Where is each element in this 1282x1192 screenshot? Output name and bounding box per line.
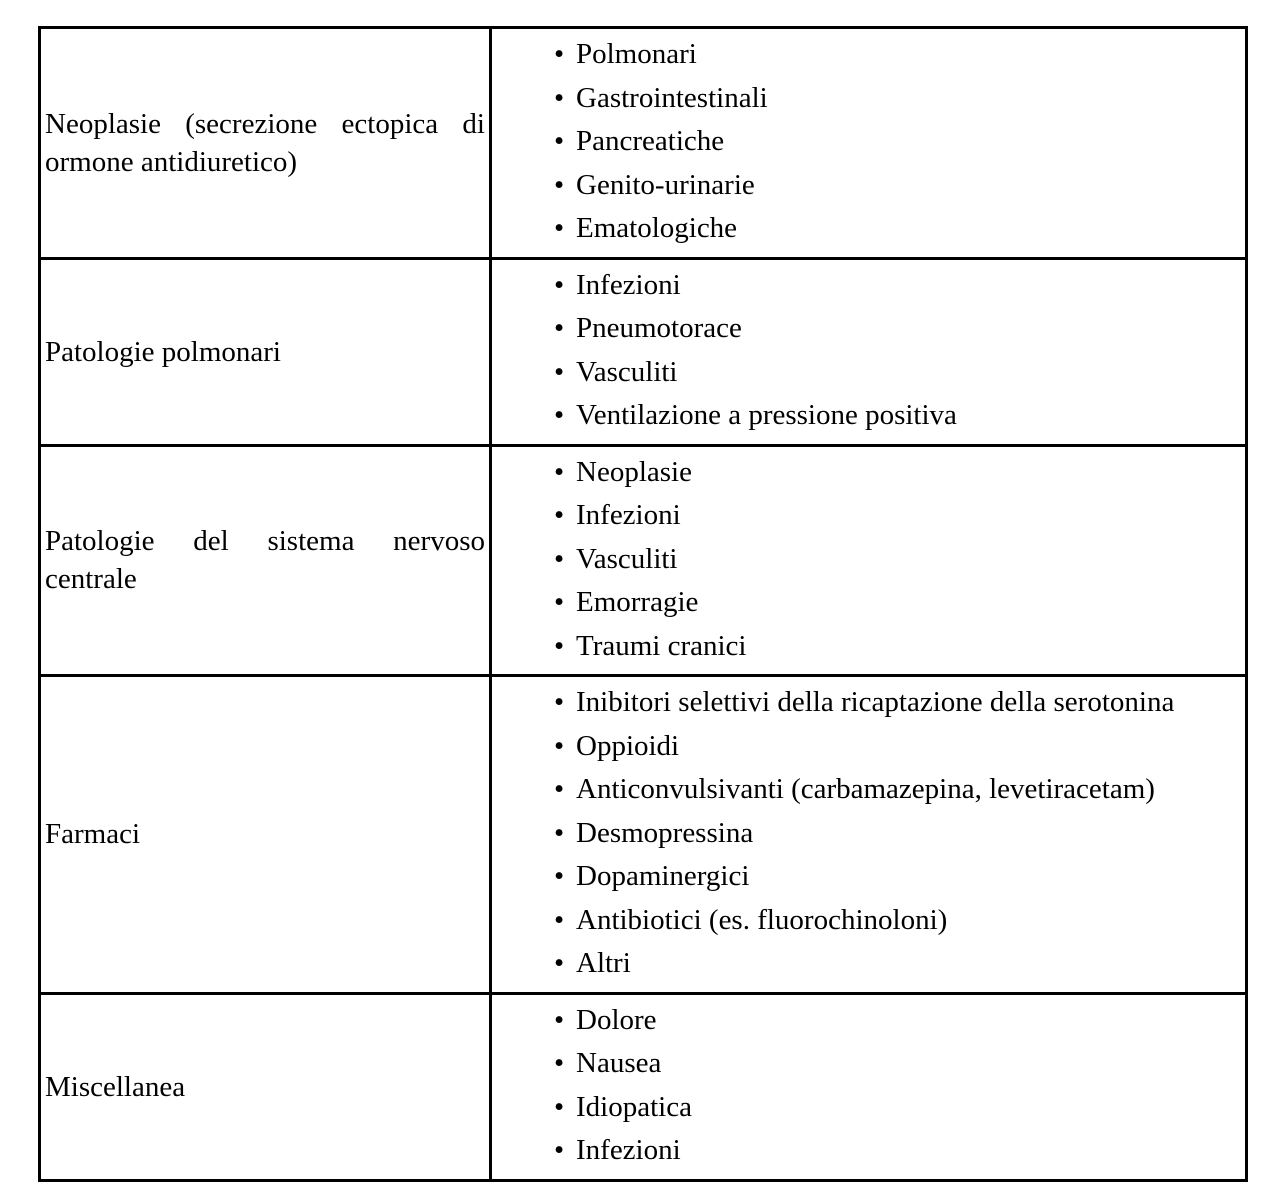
list-item-text: Infezioni <box>576 499 681 531</box>
causes-table <box>38 26 1248 1182</box>
category-cell: Farmaci <box>40 676 491 994</box>
list-item-text: Vasculiti <box>576 355 678 388</box>
items-cell <box>491 993 1247 1180</box>
list-item-text: Polmonari <box>576 38 697 70</box>
list-item-text: Neoplasie <box>576 455 692 488</box>
list-item <box>554 164 1245 208</box>
bullet-icon: • <box>554 586 565 618</box>
bullet-icon: • <box>554 1047 565 1079</box>
category-cell: Neoplasie (secrezione ectopica di ormone antidiuretico) <box>40 28 491 259</box>
category-cell: Miscellanea <box>40 993 491 1180</box>
list-item-text: Gastrointestinali <box>576 81 768 114</box>
list-item <box>554 451 1245 495</box>
list-item-text: Pneumotorace <box>576 312 742 344</box>
bullet-icon: • <box>554 729 565 762</box>
list-item-text: Antibiotici (es. fluorochinoloni) <box>576 903 948 936</box>
table-body <box>40 28 1247 1181</box>
bullet-icon: • <box>554 268 565 301</box>
list-item <box>554 120 1245 164</box>
bullet-icon: • <box>554 686 565 718</box>
list-item-text: Oppioidi <box>576 729 680 762</box>
list-item-text: Ematologiche <box>576 212 738 244</box>
bullet-icon: • <box>554 542 565 575</box>
list-item <box>554 581 1245 625</box>
bullet-icon: • <box>554 947 565 979</box>
items-cell <box>491 445 1247 676</box>
items-cell <box>491 28 1247 259</box>
bullet-list <box>554 33 1245 251</box>
bullet-icon: • <box>554 816 565 849</box>
list-item <box>554 538 1245 582</box>
list-item <box>554 899 1245 943</box>
table-row <box>40 445 1247 676</box>
list-item-text: Pancreatiche <box>576 125 725 157</box>
bullet-icon: • <box>554 860 565 892</box>
bullet-icon: • <box>554 1003 565 1036</box>
list-item-text: Infezioni <box>576 1134 681 1166</box>
list-item <box>554 942 1245 986</box>
bullet-icon: • <box>554 629 565 662</box>
list-item-text: Idiopatica <box>576 1090 692 1123</box>
list-item-text: Genito-urinarie <box>576 168 755 201</box>
bullet-icon: • <box>554 312 565 344</box>
bullet-list <box>554 264 1245 438</box>
list-item-text: Altri <box>576 947 631 979</box>
list-item <box>554 307 1245 351</box>
bullet-list <box>554 681 1245 986</box>
bullet-icon: • <box>554 355 565 388</box>
list-item <box>554 725 1245 769</box>
list-item <box>554 351 1245 395</box>
bullet-icon: • <box>554 125 565 157</box>
bullet-icon: • <box>554 1134 565 1166</box>
list-item-text: Infezioni <box>576 268 681 301</box>
list-item <box>554 494 1245 538</box>
list-item <box>554 625 1245 669</box>
table-row <box>40 676 1247 994</box>
bullet-icon: • <box>554 399 565 431</box>
bullet-icon: • <box>554 81 565 114</box>
bullet-list <box>554 451 1245 669</box>
table-row <box>40 258 1247 445</box>
list-item-text: Dopaminergici <box>576 860 750 892</box>
list-item <box>554 1086 1245 1130</box>
bullet-icon: • <box>554 168 565 201</box>
bullet-list <box>554 999 1245 1173</box>
list-item <box>554 855 1245 899</box>
list-item <box>554 1042 1245 1086</box>
list-item <box>554 264 1245 308</box>
list-item-text: Emorragie <box>576 586 699 618</box>
list-item-text: Anticonvulsivanti (carbamazepina, levetiracetam) <box>576 773 1155 805</box>
bullet-icon: • <box>554 212 565 244</box>
category-cell: Patologie polmonari <box>40 258 491 445</box>
bullet-icon: • <box>554 499 565 531</box>
list-item <box>554 681 1245 725</box>
list-item-text: Ventilazione a pressione positiva <box>576 399 957 431</box>
table-row <box>40 993 1247 1180</box>
list-item <box>554 77 1245 121</box>
list-item <box>554 33 1245 77</box>
list-item-text: Vasculiti <box>576 542 678 575</box>
list-item-text: Nausea <box>576 1047 662 1079</box>
list-item <box>554 394 1245 438</box>
items-cell <box>491 676 1247 994</box>
list-item <box>554 1129 1245 1173</box>
list-item-text: Traumi cranici <box>576 629 747 662</box>
category-cell: Patologie del sistema nervoso centrale <box>40 445 491 676</box>
list-item <box>554 812 1245 856</box>
bullet-icon: • <box>554 1090 565 1123</box>
bullet-icon: • <box>554 903 565 936</box>
list-item-text: Dolore <box>576 1003 657 1036</box>
list-item-text: Desmopressina <box>576 816 754 849</box>
items-cell <box>491 258 1247 445</box>
bullet-icon: • <box>554 773 565 805</box>
bullet-icon: • <box>554 38 565 70</box>
list-item <box>554 999 1245 1043</box>
list-item <box>554 207 1245 251</box>
list-item-text: Inibitori selettivi della ricaptazione della serotonina <box>576 686 1175 718</box>
table-row <box>40 28 1247 259</box>
bullet-icon: • <box>554 455 565 488</box>
list-item <box>554 768 1245 812</box>
